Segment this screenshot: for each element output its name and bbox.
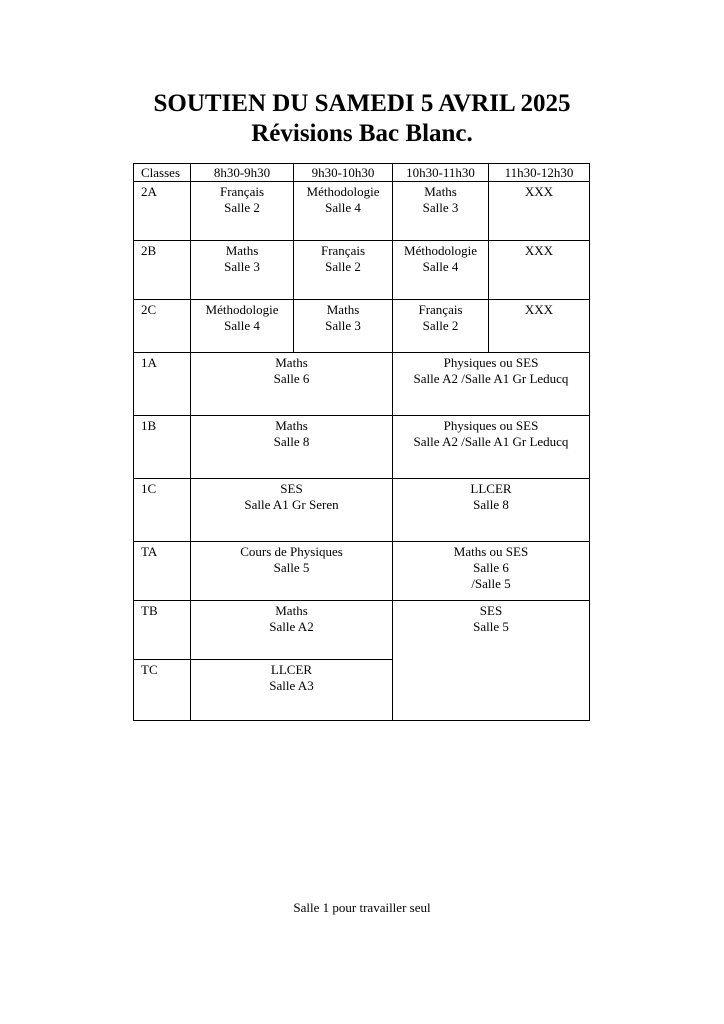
schedule-cell: SES Salle 5	[393, 601, 590, 721]
schedule-cell: Français Salle 2	[191, 182, 294, 241]
header-slot-3: 10h30-11h30	[393, 164, 489, 182]
table-row	[134, 241, 590, 300]
class-label: 1A	[134, 353, 191, 416]
class-label: TB	[134, 601, 191, 660]
schedule-cell: Physiques ou SES Salle A2 /Salle A1 Gr Leducq	[393, 353, 590, 416]
table-row	[134, 542, 590, 601]
class-label: TA	[134, 542, 191, 601]
schedule-cell: Maths Salle 3	[393, 182, 489, 241]
schedule-cell: Cours de Physiques Salle 5	[191, 542, 393, 601]
page-subtitle: Révisions Bac Blanc.	[251, 120, 473, 147]
table-row	[134, 601, 590, 660]
class-label: 2A	[134, 182, 191, 241]
schedule-cell: LLCER Salle 8	[393, 479, 590, 542]
schedule-cell: Français Salle 2	[294, 241, 393, 300]
table-row	[134, 416, 590, 479]
schedule-cell: XXX	[489, 241, 590, 300]
schedule-cell: Maths Salle A2	[191, 601, 393, 660]
class-label: 1B	[134, 416, 191, 479]
footer-note: Salle 1 pour travailler seul	[293, 900, 431, 915]
schedule-table	[133, 163, 590, 721]
header-slot-4: 11h30-12h30	[489, 164, 590, 182]
header-slot-1: 8h30-9h30	[191, 164, 294, 182]
schedule-cell: Maths Salle 6	[191, 353, 393, 416]
schedule-cell: Physiques ou SES Salle A2 /Salle A1 Gr Leducq	[393, 416, 590, 479]
schedule-cell: Maths Salle 3	[294, 300, 393, 353]
schedule-cell: XXX	[489, 182, 590, 241]
class-label: 2C	[134, 300, 191, 353]
table-row	[134, 182, 590, 241]
schedule-cell: SES Salle A1 Gr Seren	[191, 479, 393, 542]
schedule-cell: Méthodologie Salle 4	[393, 241, 489, 300]
header-classes: Classes	[134, 164, 191, 182]
schedule-cell: Maths ou SES Salle 6 /Salle 5	[393, 542, 590, 601]
header-slot-2: 9h30-10h30	[294, 164, 393, 182]
class-label: TC	[134, 660, 191, 721]
class-label: 2B	[134, 241, 191, 300]
table-row	[134, 300, 590, 353]
table-row	[134, 479, 590, 542]
schedule-cell: Maths Salle 3	[191, 241, 294, 300]
schedule-cell: LLCER Salle A3	[191, 660, 393, 721]
schedule-cell: Maths Salle 8	[191, 416, 393, 479]
schedule-cell: Français Salle 2	[393, 300, 489, 353]
page-title: SOUTIEN DU SAMEDI 5 AVRIL 2025	[153, 90, 571, 117]
header-row	[134, 164, 590, 182]
schedule-cell: XXX	[489, 300, 590, 353]
class-label: 1C	[134, 479, 191, 542]
schedule-cell: Méthodologie Salle 4	[294, 182, 393, 241]
table-row	[134, 353, 590, 416]
schedule-cell: Méthodologie Salle 4	[191, 300, 294, 353]
